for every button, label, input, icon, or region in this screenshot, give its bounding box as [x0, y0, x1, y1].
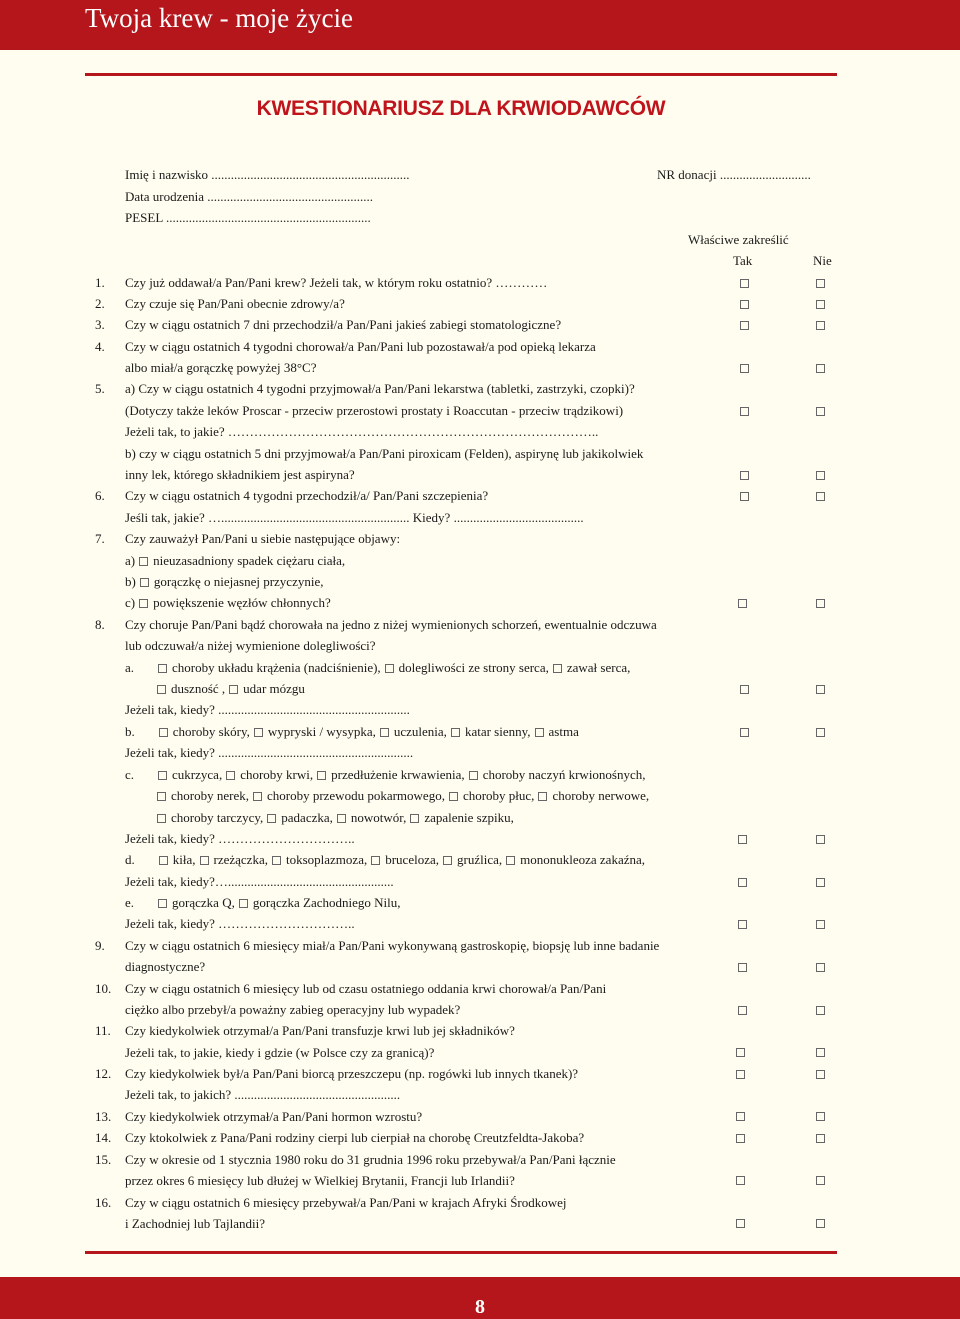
question-text: (Dotyczy także leków Proscar - przeciw przerostowi prostaty i Roaccutan - przeciw trądzikowi)	[125, 403, 624, 418]
question-text: Czy w okresie od 1 stycznia 1980 roku do 31 grudnia 1996 roku przebywał/a Pan/Pani łącznie	[125, 1152, 616, 1167]
question-text: Jeżeli tak, to jakie, kiedy i gdzie (w Polsce czy za granicą)?	[125, 1045, 435, 1060]
question-number: 8.	[95, 617, 105, 632]
question-text: i Zachodniej lub Tajlandii?	[125, 1216, 266, 1231]
yes-checkbox[interactable]	[740, 407, 749, 416]
option-checkbox[interactable]	[157, 814, 166, 823]
question-text: lub odczuwał/a niżej wymienione dolegliwości?	[125, 638, 376, 653]
option-checkbox[interactable]	[385, 664, 394, 673]
answer-field[interactable]: Jeżeli tak, kiedy? …………………………..	[125, 831, 355, 846]
no-checkbox[interactable]	[816, 1048, 825, 1057]
donation-number-field[interactable]: NR donacji ............................	[657, 167, 811, 182]
question-text: Czy w ciągu ostatnich 4 tygodni chorował/a Pan/Pani lub pozostawał/a pod opieką lekarza	[125, 339, 596, 354]
question-text: Czy zauważył Pan/Pani u siebie następujące objawy:	[125, 531, 401, 546]
question-text: Czy w ciągu ostatnich 6 miesięcy miał/a Pan/Pani wykonywaną gastroskopię, biopsję lub inne badanie	[125, 938, 660, 953]
option-checkbox[interactable]	[535, 728, 544, 737]
option-checkbox[interactable]	[553, 664, 562, 673]
question-number: 2.	[95, 296, 105, 311]
question-number: 5.	[95, 381, 105, 396]
condition-group-a: duszność , udar mózgu	[153, 681, 305, 697]
question-number: 4.	[95, 339, 105, 354]
question-text: Czy już oddawał/a Pan/Pani krew? Jeżeli tak, w którym roku ostatnio? …………	[125, 275, 548, 290]
yes-checkbox[interactable]	[738, 1006, 747, 1015]
name-field[interactable]: Imię i nazwisko .............................................................	[125, 167, 410, 182]
condition-group-b: b. choroby skóry, wypryski / wysypka, uczulenia, katar sienny, astma	[125, 724, 579, 739]
option-checkbox[interactable]	[317, 771, 326, 780]
option-checkbox[interactable]	[267, 814, 276, 823]
question-text: inny lek, którego składnikiem jest aspiryna?	[125, 467, 355, 482]
no-column-header: Nie	[813, 253, 832, 268]
option-checkbox[interactable]	[140, 578, 149, 587]
yes-checkbox[interactable]	[736, 1219, 745, 1228]
answer-field[interactable]: Jeżeli tak, kiedy? ...........................................................	[125, 702, 410, 717]
symptom-option: c) powiększenie węzłów chłonnych?	[125, 595, 331, 610]
option-checkbox[interactable]	[253, 792, 262, 801]
option-checkbox[interactable]	[158, 664, 167, 673]
condition-group-c: choroby nerek, choroby przewodu pokarmowego, choroby płuc, choroby nerwowe,	[153, 788, 649, 804]
yes-checkbox[interactable]	[740, 492, 749, 501]
option-checkbox[interactable]	[139, 599, 148, 608]
yes-checkbox[interactable]	[740, 471, 749, 480]
condition-group-c: c. cukrzyca, choroby krwi, przedłużenie krwawienia, choroby naczyń krwionośnych,	[125, 767, 646, 782]
no-checkbox[interactable]	[816, 407, 825, 416]
option-checkbox[interactable]	[449, 792, 458, 801]
condition-group-c: choroby tarczycy, padaczka, nowotwór, zapalenie szpiku,	[153, 810, 514, 826]
yes-checkbox[interactable]	[736, 1048, 745, 1057]
question-text: albo miał/a gorączkę powyżej 38°C?	[125, 360, 317, 375]
question-text: ciężko albo przebył/a poważny zabieg operacyjny lub wypadek?	[125, 1002, 461, 1017]
question-text: Czy kiedykolwiek był/a Pan/Pani biorcą przeszczepu (np. rogówki lub innych tkanek)?	[125, 1066, 579, 1081]
option-checkbox[interactable]	[337, 814, 346, 823]
no-checkbox[interactable]	[816, 471, 825, 480]
symptom-option: a) nieuzasadniony spadek ciężaru ciała,	[125, 553, 346, 568]
no-checkbox[interactable]	[816, 599, 825, 608]
yes-checkbox[interactable]	[738, 835, 747, 844]
option-checkbox[interactable]	[443, 856, 452, 865]
question-text: diagnostyczne?	[125, 959, 206, 974]
question-number: 12.	[95, 1066, 112, 1081]
option-checkbox[interactable]	[371, 856, 380, 865]
yes-checkbox[interactable]	[736, 1134, 745, 1143]
question-text: Czy w ciągu ostatnich 6 miesięcy lub od czasu ostatniego oddania krwi chorował/a Pan/Pani	[125, 981, 607, 996]
option-checkbox[interactable]	[159, 856, 168, 865]
top-rule	[85, 73, 837, 76]
option-checkbox[interactable]	[157, 685, 166, 694]
option-checkbox[interactable]	[254, 728, 263, 737]
option-checkbox[interactable]	[410, 814, 419, 823]
answer-field[interactable]: Jeżeli tak, kiedy? ............................................................	[125, 745, 414, 760]
option-checkbox[interactable]	[506, 856, 515, 865]
symptom-option: b) gorączkę o niejasnej przyczynie,	[125, 574, 324, 589]
question-number: 13.	[95, 1109, 112, 1124]
pesel-field[interactable]: PESEL ...............................................................	[125, 210, 371, 225]
option-checkbox[interactable]	[380, 728, 389, 737]
yes-checkbox[interactable]	[740, 321, 749, 330]
no-checkbox[interactable]	[816, 835, 825, 844]
option-checkbox[interactable]	[469, 771, 478, 780]
option-checkbox[interactable]	[200, 856, 209, 865]
no-checkbox[interactable]	[816, 321, 825, 330]
question-number: 15.	[95, 1152, 112, 1167]
no-checkbox[interactable]	[816, 1070, 825, 1079]
yes-checkbox[interactable]	[740, 300, 749, 309]
birth-date-field[interactable]: Data urodzenia ...................................................	[125, 189, 374, 204]
question-number: 6.	[95, 488, 105, 503]
answer-field[interactable]: Jeżeli tak, kiedy?…...................................................	[125, 874, 394, 889]
option-checkbox[interactable]	[157, 792, 166, 801]
question-text: Czy kiedykolwiek otrzymał/a Pan/Pani hormon wzrostu?	[125, 1109, 423, 1124]
question-number: 14.	[95, 1130, 112, 1145]
bottom-rule	[85, 1251, 837, 1254]
option-checkbox[interactable]	[451, 728, 460, 737]
option-checkbox[interactable]	[158, 899, 167, 908]
no-checkbox[interactable]	[816, 728, 825, 737]
question-text: przez okres 6 miesięcy lub dłużej w Wielkiej Brytanii, Francji lub Irlandii?	[125, 1173, 515, 1188]
yes-checkbox[interactable]	[736, 1070, 745, 1079]
yes-checkbox[interactable]	[736, 1176, 745, 1185]
condition-group-e: e. gorączka Q, gorączka Zachodniego Nilu,	[125, 895, 401, 910]
yes-checkbox[interactable]	[740, 279, 749, 288]
yes-checkbox[interactable]	[740, 728, 749, 737]
option-checkbox[interactable]	[159, 728, 168, 737]
question-text: Czy w ciągu ostatnich 4 tygodni przechodził/a/ Pan/Pani szczepienia?	[125, 488, 489, 503]
no-checkbox[interactable]	[816, 685, 825, 694]
instruction-label: Właściwe zakreślić	[688, 232, 789, 247]
condition-group-d: d. kiła, rzeżączka, toksoplazmoza, bruceloza, gruźlica, mononukleoza zakaźna,	[125, 852, 646, 867]
yes-checkbox[interactable]	[736, 1112, 745, 1121]
option-checkbox[interactable]	[139, 557, 148, 566]
answer-field[interactable]: Jeśli tak, jakie? ….......................................................... Kiedy? ........................................	[125, 510, 584, 525]
no-checkbox[interactable]	[816, 1134, 825, 1143]
answer-field[interactable]: Jeżeli tak, to jakich? ...................................................	[125, 1087, 401, 1102]
no-checkbox[interactable]	[816, 300, 825, 309]
answer-field[interactable]: Jeżeli tak, kiedy? …………………………..	[125, 916, 355, 931]
option-checkbox[interactable]	[226, 771, 235, 780]
question-number: 9.	[95, 938, 105, 953]
question-number: 10.	[95, 981, 112, 996]
question-text: Czy ktokolwiek z Pana/Pani rodziny cierpi lub cierpiał na chorobę Creutzfeldta-Jakoba?	[125, 1130, 585, 1145]
option-checkbox[interactable]	[158, 771, 167, 780]
question-text: Czy kiedykolwiek otrzymał/a Pan/Pani transfuzje krwi lub jej składników?	[125, 1023, 515, 1038]
question-number: 7.	[95, 531, 105, 546]
no-checkbox[interactable]	[816, 279, 825, 288]
option-checkbox[interactable]	[239, 899, 248, 908]
yes-column-header: Tak	[733, 253, 753, 268]
question-number: 1.	[95, 275, 105, 290]
option-checkbox[interactable]	[229, 685, 238, 694]
answer-field[interactable]: Jeżeli tak, to jakie? …………………………………………………………………………..	[125, 424, 599, 439]
yes-checkbox[interactable]	[738, 599, 747, 608]
question-text: b) czy w ciągu ostatnich 5 dni przyjmował/a Pan/Pani piroxicam (Felden), aspirynę lub jakikolwiek	[125, 446, 644, 461]
page-number: 8	[475, 1296, 485, 1318]
yes-checkbox[interactable]	[740, 364, 749, 373]
yes-checkbox[interactable]	[738, 878, 747, 887]
yes-checkbox[interactable]	[738, 920, 747, 929]
no-checkbox[interactable]	[816, 1176, 825, 1185]
no-checkbox[interactable]	[816, 364, 825, 373]
no-checkbox[interactable]	[816, 878, 825, 887]
question-text: Czy czuje się Pan/Pani obecnie zdrowy/a?	[125, 296, 345, 311]
no-checkbox[interactable]	[816, 1219, 825, 1228]
yes-checkbox[interactable]	[740, 685, 749, 694]
option-checkbox[interactable]	[272, 856, 281, 865]
header-title: Twoja krew - moje życie	[85, 3, 353, 33]
no-checkbox[interactable]	[816, 1112, 825, 1121]
no-checkbox[interactable]	[816, 492, 825, 501]
question-number: 11.	[95, 1023, 111, 1038]
no-checkbox[interactable]	[816, 1006, 825, 1015]
no-checkbox[interactable]	[816, 963, 825, 972]
question-text: Czy choruje Pan/Pani bądź chorowała na jedno z niżej wymienionych schorzeń, ewentualnie odczuwa	[125, 617, 657, 632]
condition-group-a: a. choroby układu krążenia (nadciśnienie), dolegliwości ze strony serca, zawał serca,	[125, 660, 631, 675]
document-title: KWESTIONARIUSZ DLA KRWIODAWCÓW	[256, 97, 666, 120]
option-checkbox[interactable]	[538, 792, 547, 801]
question-text: Czy w ciągu ostatnich 7 dni przechodził/a Pan/Pani jakieś zabiegi stomatologiczne?	[125, 317, 562, 332]
no-checkbox[interactable]	[816, 920, 825, 929]
question-text: Czy w ciągu ostatnich 6 miesięcy przebywał/a Pan/Pani w krajach Afryki Środkowej	[125, 1195, 567, 1210]
question-number: 16.	[95, 1195, 112, 1210]
question-text: a) Czy w ciągu ostatnich 4 tygodni przyjmował/a Pan/Pani lekarstwa (tabletki, zastrzyki, czopki)?	[125, 381, 635, 396]
question-number: 3.	[95, 317, 105, 332]
yes-checkbox[interactable]	[738, 963, 747, 972]
